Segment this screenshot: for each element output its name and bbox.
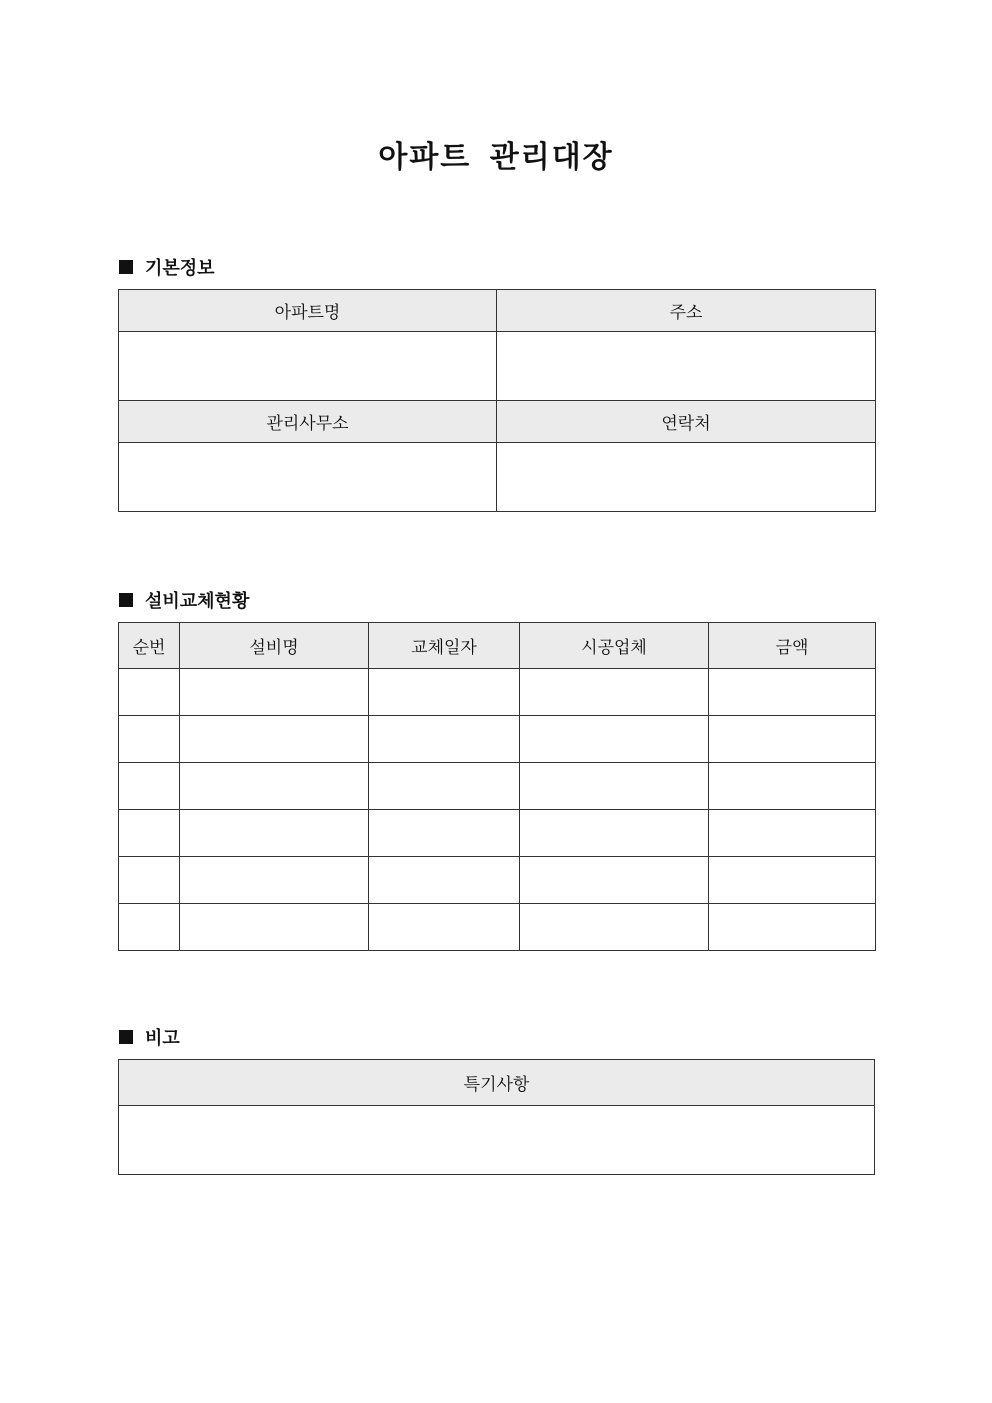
seq-cell[interactable] <box>119 810 180 857</box>
contact-label: 연락처 <box>497 401 876 443</box>
contractor-cell[interactable] <box>520 763 709 810</box>
contractor-cell[interactable] <box>520 669 709 716</box>
square-bullet-icon <box>119 593 133 607</box>
contractor-cell[interactable] <box>520 810 709 857</box>
column-header-seq: 순번 <box>119 623 180 669</box>
table-row <box>119 716 876 763</box>
apartment-name-label: 아파트명 <box>119 290 497 332</box>
management-office-label: 관리사무소 <box>119 401 497 443</box>
page-title: 아파트 관리대장 <box>378 140 614 175</box>
seq-cell[interactable] <box>119 857 180 904</box>
seq-cell[interactable] <box>119 763 180 810</box>
seq-cell[interactable] <box>119 716 180 763</box>
contact-field[interactable] <box>497 443 876 512</box>
amount-cell[interactable] <box>709 763 876 810</box>
special-notes-label: 특기사항 <box>119 1060 875 1106</box>
amount-cell[interactable] <box>709 669 876 716</box>
amount-cell[interactable] <box>709 810 876 857</box>
replacement-date-cell[interactable] <box>369 810 520 857</box>
amount-cell[interactable] <box>709 904 876 951</box>
equipment-name-cell[interactable] <box>180 904 369 951</box>
section-heading-remarks <box>119 1024 180 1050</box>
replacement-date-cell[interactable] <box>369 763 520 810</box>
amount-cell[interactable] <box>709 716 876 763</box>
column-header-replacement-date: 교체일자 <box>369 623 520 669</box>
contractor-cell[interactable] <box>520 716 709 763</box>
equipment-name-cell[interactable] <box>180 669 369 716</box>
management-office-field[interactable] <box>119 443 497 512</box>
section-heading-label: 기본정보 <box>145 258 215 279</box>
table-row <box>119 763 876 810</box>
equipment-table-body <box>119 669 876 951</box>
equipment-replacement-table <box>118 622 876 951</box>
section-heading-equipment <box>119 587 249 613</box>
column-header-contractor: 시공업체 <box>520 623 709 669</box>
contractor-cell[interactable] <box>520 857 709 904</box>
column-header-amount: 금액 <box>709 623 876 669</box>
replacement-date-cell[interactable] <box>369 857 520 904</box>
table-row <box>119 810 876 857</box>
remarks-table <box>118 1059 875 1175</box>
replacement-date-cell[interactable] <box>369 669 520 716</box>
table-row <box>119 857 876 904</box>
table-row <box>119 669 876 716</box>
square-bullet-icon <box>119 1030 133 1044</box>
table-row <box>119 904 876 951</box>
seq-cell[interactable] <box>119 669 180 716</box>
replacement-date-cell[interactable] <box>369 904 520 951</box>
equipment-name-cell[interactable] <box>180 763 369 810</box>
equipment-name-cell[interactable] <box>180 716 369 763</box>
address-label: 주소 <box>497 290 876 332</box>
section-heading-basic-info <box>119 254 215 280</box>
address-field[interactable] <box>497 332 876 401</box>
section-heading-label: 설비교체현황 <box>145 591 250 612</box>
equipment-name-cell[interactable] <box>180 857 369 904</box>
square-bullet-icon <box>119 260 133 274</box>
special-notes-field[interactable] <box>119 1106 875 1175</box>
contractor-cell[interactable] <box>520 904 709 951</box>
apartment-name-field[interactable] <box>119 332 497 401</box>
column-header-equipment-name: 설비명 <box>180 623 369 669</box>
amount-cell[interactable] <box>709 857 876 904</box>
seq-cell[interactable] <box>119 904 180 951</box>
basic-info-table <box>118 289 876 512</box>
section-heading-label: 비고 <box>145 1028 180 1049</box>
equipment-name-cell[interactable] <box>180 810 369 857</box>
replacement-date-cell[interactable] <box>369 716 520 763</box>
